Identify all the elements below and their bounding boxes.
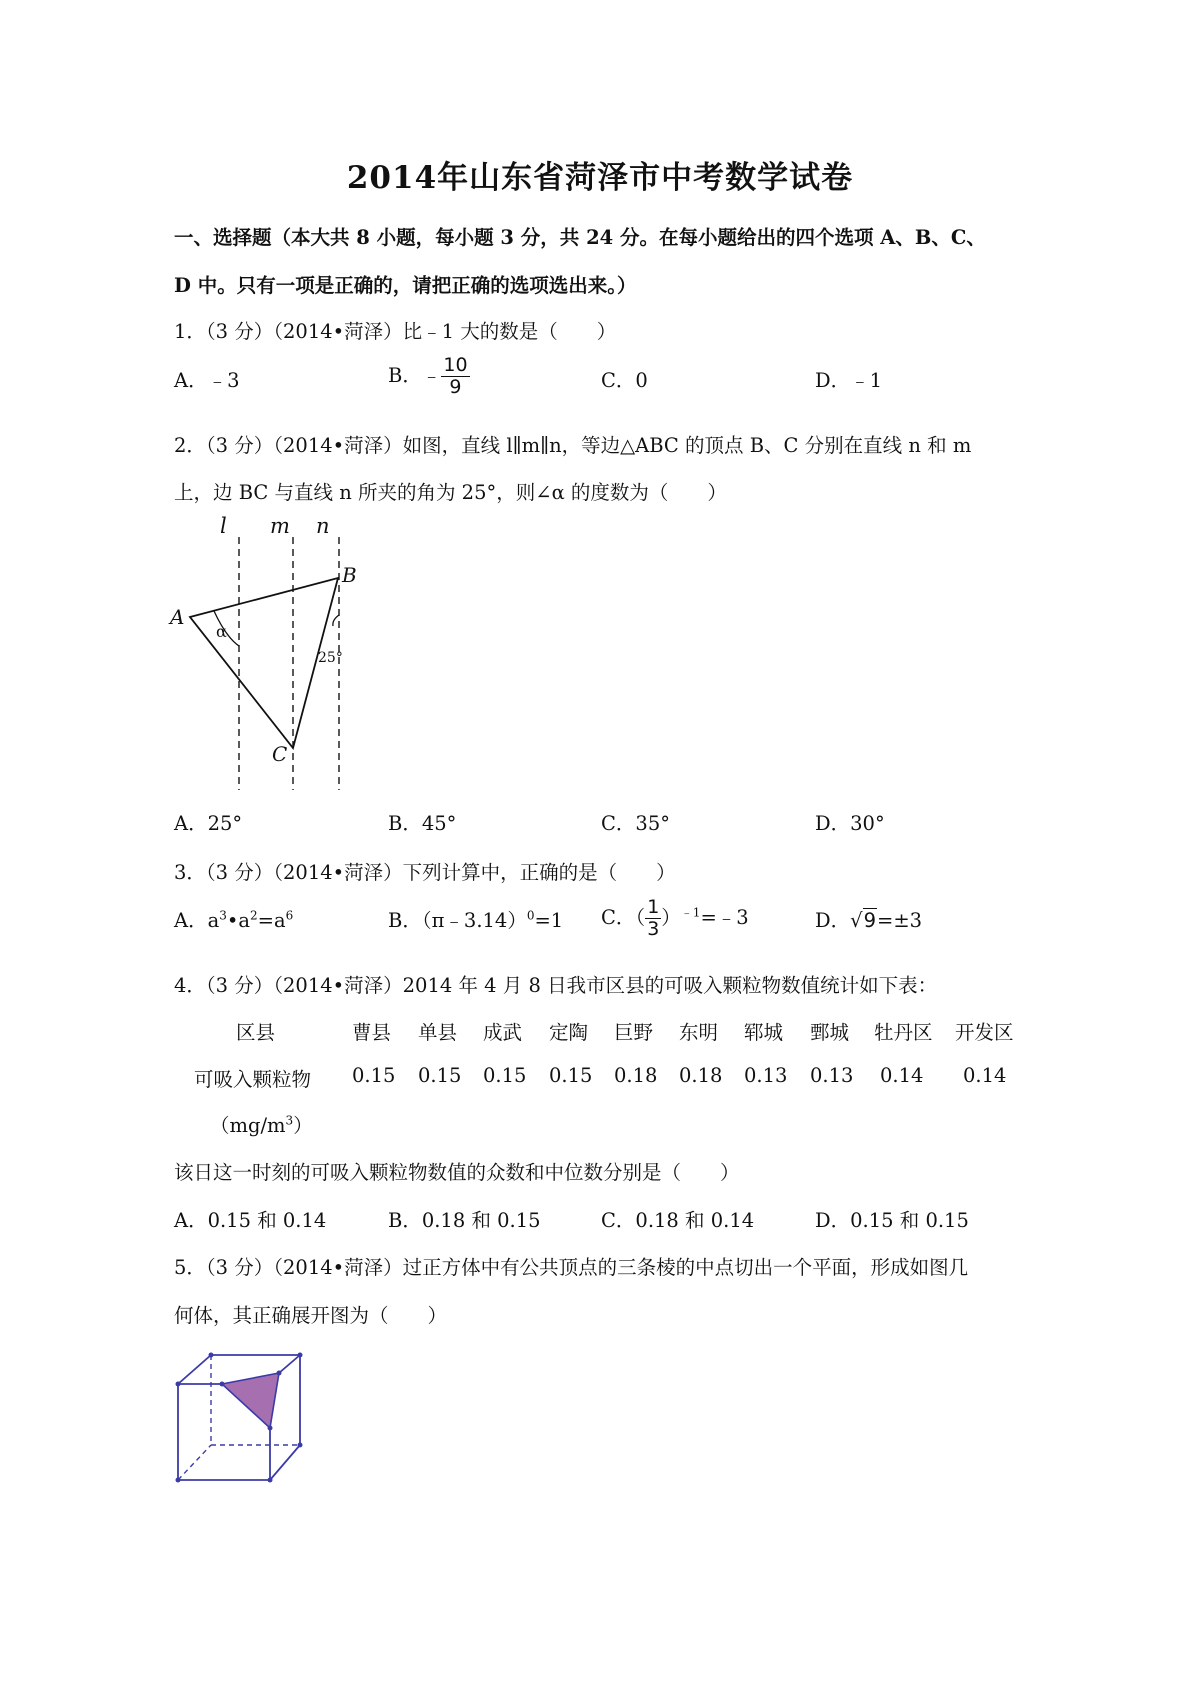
q3-a-label: A．: [174, 909, 208, 932]
q2-option-d: D．30°: [815, 812, 885, 835]
vertex: [268, 1426, 273, 1431]
value-cell: 0.13: [744, 1064, 788, 1087]
vertex: [220, 1382, 225, 1387]
vertex: [298, 1353, 303, 1358]
vertex: [277, 1371, 282, 1376]
county-cell: 鄄城: [810, 1021, 850, 1044]
vertex: [176, 1382, 181, 1387]
q5-stem-line-1: 5．（3 分）（2014•菏泽）过正方体中有公共顶点的三条棱的中点切出一个平面，形成如图几: [174, 1256, 969, 1279]
label-n: n: [316, 515, 330, 538]
q3-d-radicand: 9: [863, 909, 876, 932]
value-cell: 0.13: [810, 1064, 854, 1087]
q4-stem: 4．（3 分）（2014•菏泽）2014 年 4 月 8 日我市区县的可吸入颗粒物数值统计如下表：: [174, 974, 938, 997]
q1-option-d: D．﹣1: [815, 369, 883, 392]
q3-b-exp: 0: [526, 908, 535, 923]
q1-option-b-label: B．: [388, 364, 422, 387]
q3-d-label: D．: [815, 909, 851, 932]
table-unit-label: [210, 1110, 313, 1138]
q3-b-expr: （π﹣3.14）: [421, 909, 527, 932]
value-cell: 0.15: [418, 1064, 462, 1087]
label-A: A: [170, 605, 185, 629]
label-alpha: α: [216, 622, 227, 641]
q3-a-exp3: 6: [285, 908, 294, 923]
value-cell: 0.15: [549, 1064, 593, 1087]
q3-a-eq: =a: [257, 909, 286, 932]
q2-stem-line-2: 上，边 BC 与直线 n 所夹的角为 25°，则∠α 的度数为（ ）: [174, 481, 727, 504]
county-cell: 定陶: [549, 1021, 589, 1044]
county-cell: 巨野: [614, 1021, 654, 1044]
vertex: [176, 1478, 181, 1483]
q3-b-eq: =1: [534, 909, 564, 932]
q2-option-c: C．35°: [601, 812, 670, 835]
q3-c-denominator: 3: [647, 918, 660, 940]
q3-b-label: B．: [388, 909, 422, 932]
value-cell: 0.18: [614, 1064, 658, 1087]
label-25-degrees: 25°: [318, 650, 343, 666]
q3-c-close: ）: [661, 906, 681, 929]
q4-option-a: A．0.15 和 0.14: [174, 1209, 327, 1232]
value-cell: 0.14: [963, 1064, 1007, 1087]
page-title: 2014年山东省菏泽市中考数学试卷: [346, 160, 854, 196]
q2-stem-line-1: 2．（3 分）（2014•菏泽）如图，直线 l∥m∥n，等边△ABC 的顶点 B、C 分别在直线 n 和 m: [174, 434, 972, 457]
county-cell: 曹县: [352, 1021, 392, 1044]
q3-c-exp: ﹣1: [680, 905, 701, 920]
q4-option-d: D．0.15 和 0.15: [815, 1209, 969, 1232]
q2-option-b: B．45°: [388, 812, 457, 835]
q3-a-base: a: [207, 909, 220, 932]
q4-option-c: C．0.18 和 0.14: [601, 1209, 755, 1232]
q1-option-c: C．0: [601, 369, 648, 392]
county-cell: 单县: [418, 1021, 458, 1044]
section-instruction-line-1: 一、选择题（本大共 8 小题，每小题 3 分，共 24 分。在每小题给出的四个选项 A、B、C、: [174, 226, 986, 249]
edge-top-right-partial: [279, 1355, 300, 1373]
label-l: l: [220, 515, 227, 538]
county-cell: 东明: [679, 1021, 719, 1044]
q4-question: 该日这一时刻的可吸入颗粒物数值的众数和中位数分别是（ ）: [174, 1161, 740, 1184]
q1-option-b-sign: ﹣: [421, 364, 442, 387]
vertex: [268, 1478, 273, 1483]
q3-c-fraction: [645, 897, 661, 940]
vertex: [209, 1353, 214, 1358]
q3-a-exp1: 3: [219, 908, 227, 923]
q3-c-open: （: [635, 906, 646, 929]
q5-cube-figure: [168, 1345, 318, 1485]
value-cell: 0.14: [880, 1064, 924, 1087]
value-cell: 0.18: [679, 1064, 723, 1087]
table-row-label: 可吸入颗粒物: [194, 1068, 312, 1091]
q1-option-b-fraction: [441, 355, 469, 398]
county-cell: 牡丹区: [874, 1021, 933, 1044]
label-C: C: [272, 742, 288, 766]
unit-open: （mg/m: [210, 1114, 286, 1137]
q2-option-a: A．25°: [174, 812, 243, 835]
q3-c-label: C．: [601, 906, 636, 929]
county-cell: 郓城: [744, 1021, 784, 1044]
table-header-label: 区县: [236, 1021, 276, 1044]
q3-stem: 3．（3 分）（2014•菏泽）下列计算中，正确的是（ ）: [174, 861, 676, 884]
q3-c-numerator: 1: [647, 896, 660, 918]
angle-25-arc: [333, 615, 339, 626]
q2-triangle-figure: [166, 515, 366, 795]
q3-option-a: [174, 905, 293, 933]
triangle-abc: [190, 578, 338, 748]
label-m: m: [270, 515, 290, 538]
q1-b-denominator: 9: [449, 376, 462, 398]
q3-a-mid: •a: [226, 909, 251, 932]
section-instruction-line-2: D 中。只有一项是正确的，请把正确的选项选出来。）: [174, 274, 637, 297]
value-cell: 0.15: [352, 1064, 396, 1087]
unit-close: ）: [293, 1114, 313, 1137]
label-B: B: [342, 563, 357, 587]
county-cell: 开发区: [955, 1021, 1014, 1044]
q3-c-eq: =﹣3: [700, 906, 749, 929]
edge-hidden-diag: [178, 1445, 211, 1480]
q3-d-sqrt: √9: [850, 909, 876, 932]
q5-stem-line-2: 何体，其正确展开图为（ ）: [174, 1304, 448, 1327]
q1-option-b: [388, 355, 470, 398]
cube-back-top-right: [211, 1355, 300, 1480]
county-cell: 成武: [483, 1021, 523, 1044]
q3-option-d: [815, 905, 922, 933]
q3-option-c: [601, 897, 749, 940]
q1-option-a: A．﹣3: [174, 369, 240, 392]
edge-top-left: [178, 1355, 211, 1384]
cut-face: [222, 1373, 279, 1428]
value-cell: 0.15: [483, 1064, 527, 1087]
q3-option-b: [388, 905, 563, 933]
vertex: [298, 1443, 303, 1448]
unit-exp: 3: [285, 1113, 294, 1128]
q1-b-numerator: 10: [443, 354, 468, 376]
q3-d-eq: =±3: [877, 909, 923, 932]
q1-stem: 1．（3 分）（2014•菏泽）比﹣1 大的数是（ ）: [174, 320, 617, 343]
q3-a-exp2: 2: [250, 908, 258, 923]
q4-option-b: B．0.18 和 0.15: [388, 1209, 541, 1232]
